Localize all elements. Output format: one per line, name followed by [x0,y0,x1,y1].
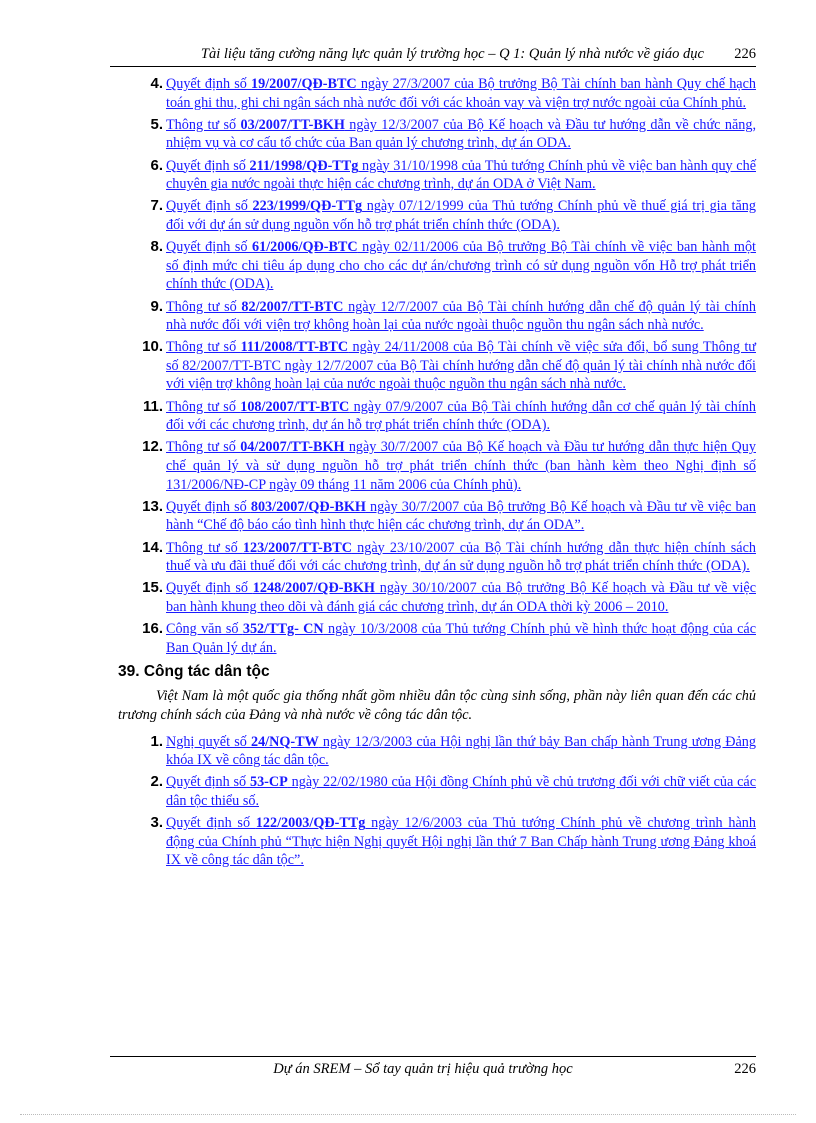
document-code: 223/1999/QĐ-TTg [252,198,363,215]
list-item-number: 4. [150,75,163,92]
document-code: 352/TTg- CN [242,621,324,638]
list-item-number: 6. [150,156,163,174]
document-code: 211/1998/QĐ-TTg [249,157,359,174]
reference-prefix: Quyết định số [166,239,253,256]
reference-link[interactable] [166,438,756,494]
reference-prefix: Thông tư số [166,539,243,556]
document-code: 111/2008/TT-BTC [240,339,349,356]
list-item-number: 3. [150,814,163,832]
document-code: 04/2007/TT-BKH [240,439,345,456]
document-code: 24/NQ-TW [250,733,319,750]
list-item-number: 5. [150,115,163,133]
reference-description: ngày 30/7/2007 của Bộ trưởng Bộ Kế hoạch và Đầu tư về việc ban hành “Chế độ báo cáo tình hình thực hiện các chương trình, dự án ODA”. [166,498,756,534]
reference-description: ngày 12/7/2007 của Bộ Tài chính hướng dẫn chế độ quản lý tài chính nhà nước đối với viện trợ không hoàn lại của nước ngoài thuộc nguồn thu ngân sách nhà nước. [166,298,756,334]
list-item [110,539,756,576]
page-content [110,75,756,873]
reference-prefix: Nghị quyết số [166,733,251,750]
list-item [110,498,756,535]
reference-description: ngày 24/11/2008 của Bộ Tài chính về việc sửa đổi, bổ sung Thông tư số 82/2007/TT-BTC ngày 12/7/2007 của Bộ Tài chính hướng dẫn chế độ quản lý tài chính nhà nước đối với viện trợ không hoàn lại của nước ngoài thuộc nguồn thu ngân sách nhà nước. [166,339,756,393]
list-item-number: 16. [142,620,163,638]
reference-prefix: Thông tư số [166,116,241,133]
reference-link[interactable] [166,398,756,435]
list-item-number: 12. [142,438,163,456]
document-code: 122/2003/QĐ-TTg [255,815,366,832]
reference-description: ngày 12/6/2003 của Thủ tướng Chính phủ về chương trình hành động của Chính phủ “Thực hiện Nghị quyết Hội nghị lần thứ 7 Ban Chấp hành Trung ương Đảng khoá IX về công tác dân tộc”. [166,815,756,869]
reference-prefix: Quyết định số [166,198,253,215]
document-code: 1248/2007/QĐ-BKH [252,580,375,597]
reference-prefix: Công văn số [166,621,243,638]
document-code: 803/2007/QĐ-BKH [250,498,366,515]
reference-description: ngày 30/7/2007 của Bộ Kế hoạch và Đầu tư hướng dẫn thực hiện Quy chế quản lý và sử dụng nguồn hỗ trợ phát triển chính thức (ban hành kèm theo Nghị định số 131/2006/NĐ-CP ngày 09 tháng 11 năm 2006 của Chính phủ). [166,439,756,493]
reference-description: ngày 30/10/2007 của Bộ trưởng Bộ Kế hoạch và Đầu tư về việc ban hành khung theo dõi và đánh giá các chương trình, dự án ODA thời kỳ 2006 – 2010. [166,580,756,615]
reference-prefix: Quyết định số [166,498,251,515]
reference-description: ngày 22/02/1980 của Hội đồng Chính phủ về chủ trương đối với chữ viết của các dân tộc thiểu số. [166,774,757,809]
list-item [110,238,756,294]
reference-prefix: Quyết định số [166,580,253,597]
list-item-number: 10. [142,338,163,356]
list-item [110,620,756,657]
list-item [110,338,756,394]
list-item [110,398,756,435]
footer-title: Dự án SREM – Sổ tay quản trị hiệu quả trường học [273,1061,573,1077]
list-item [110,157,756,194]
reference-description: ngày 02/11/2006 của Bộ trưởng Bộ Tài chính về việc ban hành một số định mức chi tiêu áp dụng cho cho các dự án/chương trình có sử dụng nguồn vốn Hỗ trợ phát triển chính thức (ODA). [166,239,756,293]
header-title: Tài liệu tăng cường năng lực quản lý trường học – Q 1: Quản lý nhà nước về giáo dục [200,46,704,62]
reference-prefix: Thông tư số [166,339,241,356]
document-code: 61/2006/QĐ-BTC [252,239,358,256]
reference-description: ngày 10/3/2008 của Thủ tướng Chính phủ về hình thức hoạt động của các Ban Quản lý dự án. [166,621,756,656]
page-footer [110,1056,756,1078]
document-code: 19/2007/QĐ-BTC [251,76,357,92]
document-code: 123/2007/TT-BTC [242,539,352,556]
reference-prefix: Quyết định số [166,76,252,92]
list-item-number: 11. [142,397,163,415]
reference-prefix: Quyết định số [166,815,256,832]
list-item [110,773,756,810]
list-item [110,579,756,616]
reference-link[interactable] [166,498,756,535]
list-item-number: 9. [150,297,163,315]
list-item-number: 8. [150,238,163,256]
reference-link[interactable] [166,75,756,112]
reference-prefix: Thông tư số [166,298,242,315]
page-edge-divider [20,1114,796,1115]
reference-link[interactable] [166,579,756,616]
reference-description: ngày 12/3/2007 của Bộ Kế hoạch và Đầu tư hướng dẫn về chức năng, nhiệm vụ và cơ cấu tổ chức của Ban quản lý chương trình, dự án ODA. [166,116,756,152]
footer-page-number: 226 [734,1061,756,1077]
list-item-number: 15. [142,579,163,597]
list-item [110,298,756,335]
reference-link[interactable] [166,157,756,194]
reference-description: ngày 07/12/1999 của Thủ tướng Chính phủ về thuế giá trị gia tăng đối với dự án sử dụng nguồn vốn hỗ trợ phát triển chính thức (ODA). [166,198,756,233]
reference-link[interactable] [166,814,756,870]
reference-link[interactable] [166,733,756,770]
reference-prefix: Quyết định số [166,157,250,174]
reference-link[interactable] [166,298,756,335]
reference-description: ngày 07/9/2007 của Bộ Tài chính hướng dẫn cơ chế quản lý tài chính đối với các chương trình, dự án hỗ trợ phát triển chính thức (ODA). [166,398,756,434]
document-code: 82/2007/TT-BTC [241,298,344,315]
reference-link[interactable] [166,338,756,394]
reference-description: ngày 27/3/2007 của Bộ trưởng Bộ Tài chính ban hành Quy chế hạch toán ghi thu, ghi chi ngân sách nhà nước đối với các khoản vay và viện trợ nước ngoài của Chính phủ. [166,76,756,111]
document-code: 53-CP [249,774,288,791]
reference-prefix: Thông tư số [166,398,241,415]
document-code: 03/2007/TT-BKH [240,116,345,133]
reference-link[interactable] [166,773,756,810]
reference-link[interactable] [166,238,756,294]
reference-description: ngày 12/3/2003 của Hội nghị lần thứ bảy Ban chấp hành Trung ương Đảng khóa IX về công tác dân tộc. [166,733,756,769]
reference-link[interactable] [166,620,756,657]
list-item-number: 7. [150,197,163,215]
reference-list-ethnic [110,733,756,870]
reference-list-oda [110,75,756,657]
reference-prefix: Quyết định số [166,774,250,791]
reference-link[interactable] [166,116,756,153]
list-item-number: 14. [142,538,163,556]
list-item-number: 2. [150,773,163,791]
list-item [110,733,756,770]
page-header [110,46,756,67]
reference-link[interactable] [166,539,756,576]
section-title: 39. Công tác dân tộc [118,663,270,681]
list-item [110,438,756,494]
reference-prefix: Thông tư số [166,439,241,456]
reference-link[interactable] [166,197,756,234]
document-code: 108/2007/TT-BTC [240,398,350,415]
list-item-number: 13. [142,497,163,515]
reference-description: ngày 31/10/1998 của Thủ tướng Chính phủ về việc ban hành quy chế chuyên gia nước ngoài thực hiện các chương trình, dự án ODA ở Việt Nam. [166,157,756,193]
reference-description: ngày 23/10/2007 của Bộ Tài chính hướng dẫn thực hiện chính sách thuế và ưu đãi thuế đối với các chương trình, dự án sử dụng nguồn hỗ trợ phát triển chính thức (ODA). [166,539,756,575]
list-item [110,116,756,153]
section-intro: Việt Nam là một quốc gia thống nhất gồm nhiều dân tộc cùng sinh sống, phần này liên quan đến các chủ trương chính sách của Đảng và nhà nước về công tác dân tộc. [118,688,756,723]
header-page-number: 226 [734,46,756,62]
list-item-number: 1. [150,732,163,750]
list-item [110,814,756,870]
list-item [110,75,756,112]
list-item [110,197,756,234]
